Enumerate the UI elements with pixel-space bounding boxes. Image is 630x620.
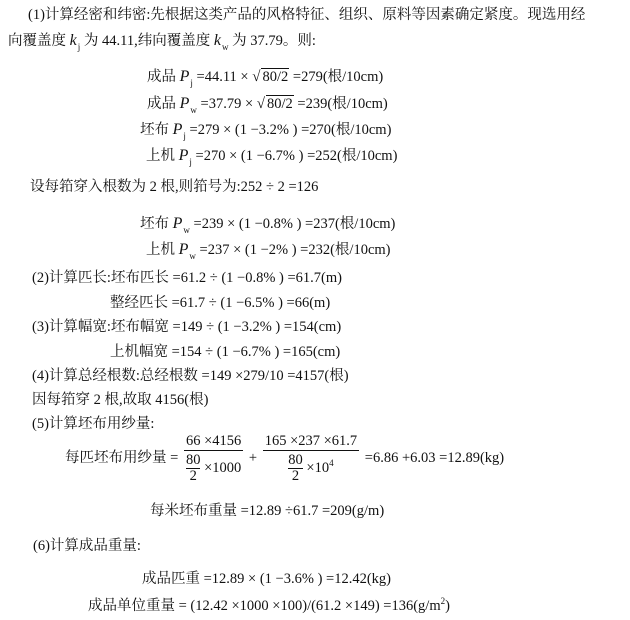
subscript: j	[190, 78, 193, 88]
radicand: 80/2	[267, 96, 293, 112]
text: (4)计算总经根数:总经根数 =149 ×279/10 =4157(根)	[32, 368, 349, 384]
text: =279 × (1 −3.2% ) =270(根/10cm)	[185, 122, 392, 138]
sqrt-icon: √	[252, 69, 261, 85]
text: 坯布	[140, 122, 173, 138]
den-den: 2	[189, 468, 197, 484]
variable: P	[172, 215, 183, 232]
reed-number-line	[30, 178, 318, 196]
text: 因每筘穿 2 根,故取 4156(根)	[32, 392, 209, 408]
eq-yarn-per-piece	[65, 432, 504, 484]
den-tail: ×10	[302, 459, 330, 476]
text: 上机幅宽 =154 ÷ (1 −6.7% ) =165(cm)	[110, 344, 341, 360]
denominator	[184, 451, 243, 484]
eq-weight-per-meter	[150, 502, 384, 520]
para-4-total-ends	[32, 367, 349, 385]
text: =44.11 ×	[192, 69, 253, 85]
text: 为 44.11,纬向覆盖度	[80, 33, 214, 49]
fraction-weft-yarn	[263, 432, 359, 484]
eq-result: =6.86 +6.03 =12.89(kg)	[361, 450, 505, 466]
eq-grey-warp-density	[140, 121, 391, 140]
text: (6)计算成品重量:	[33, 538, 141, 554]
denominator	[263, 451, 359, 484]
text: 整经匹长 =61.7 ÷ (1 −6.5% ) =66(m)	[110, 295, 331, 311]
variable: P	[178, 241, 189, 258]
eq-warping-length	[110, 294, 330, 312]
subscript: j	[189, 157, 192, 167]
text: =270 × (1 −6.7% ) =252(根/10cm)	[191, 148, 398, 164]
text: =37.79 ×	[196, 96, 257, 112]
para-3-grey-width	[32, 318, 341, 336]
eq-loom-weft-density	[146, 241, 391, 260]
text: 为 37.79。则:	[228, 33, 316, 49]
text: 成品单位重量 = (12.42 ×1000 ×100)/(61.2 ×149) =136(g/m	[88, 598, 441, 614]
text: 成品	[147, 96, 180, 112]
text: 坯布	[140, 216, 173, 232]
numerator: 165 ×237 ×61.7	[264, 433, 358, 449]
superscript: 2	[440, 596, 446, 606]
text: 上机	[146, 148, 179, 164]
para-1-line-1	[28, 6, 585, 24]
variable: P	[179, 68, 190, 85]
subscript: j	[77, 42, 81, 52]
variable: k	[213, 32, 221, 49]
text: 向覆盖度	[8, 33, 70, 49]
text: )	[445, 598, 450, 614]
subscript: w	[221, 42, 229, 52]
den-tail: ×1000	[200, 459, 242, 476]
text: (2)计算匹长:坯布匹长 =61.2 ÷ (1 −0.8% ) =61.7(m)	[32, 270, 342, 286]
text: 成品	[147, 69, 180, 85]
text: =237 × (1 −2% ) =232(根/10cm)	[195, 242, 391, 258]
fraction-warp-yarn	[184, 432, 243, 484]
para-1-line-2	[8, 32, 316, 51]
den-num: 80	[288, 452, 303, 468]
plus-sign: +	[245, 450, 261, 466]
text: 上机	[146, 242, 179, 258]
para-4-note	[32, 391, 208, 409]
eq-finished-unit-weight	[88, 597, 450, 616]
variable: P	[178, 147, 189, 164]
para-5-heading	[32, 415, 154, 433]
eq-label: 每匹坯布用纱量 =	[65, 450, 179, 466]
text: 每米坯布重量 =12.89 ÷61.7 =209(g/m)	[150, 503, 385, 519]
text: =279(根/10cm)	[289, 69, 384, 85]
den-num: 80	[185, 452, 201, 468]
eq-grey-weft-density	[140, 215, 395, 234]
den-den: 2	[291, 468, 300, 484]
text: 设每筘穿入根数为 2 根,则筘号为:252 ÷ 2 =126	[30, 179, 319, 195]
eq-finished-piece-weight	[142, 570, 391, 588]
eq-finished-weft-density	[147, 95, 388, 114]
variable: k	[69, 32, 77, 49]
para-6-heading	[33, 537, 141, 555]
eq-loom-width	[110, 343, 340, 361]
variable: P	[172, 121, 183, 138]
sqrt-icon: √	[256, 96, 265, 112]
exponent: 4	[329, 457, 334, 468]
text: =239(根/10cm)	[293, 96, 388, 112]
text: =239 × (1 −0.8% ) =237(根/10cm)	[189, 216, 396, 232]
text: (3)计算幅宽:坯布幅宽 =149 ÷ (1 −3.2% ) =154(cm)	[32, 319, 342, 335]
numerator: 66 ×4156	[185, 433, 242, 449]
para-2-grey-length	[32, 269, 342, 287]
subscript: w	[190, 105, 197, 115]
eq-loom-warp-density	[146, 147, 397, 166]
subscript: w	[183, 225, 190, 235]
text: (5)计算坯布用纱量:	[32, 416, 155, 432]
subscript: j	[183, 131, 186, 141]
eq-finished-warp-density	[147, 68, 383, 87]
text: 成品匹重 =12.89 × (1 −3.6% ) =12.42(kg)	[142, 571, 391, 587]
variable: P	[179, 95, 190, 112]
radicand: 80/2	[262, 69, 289, 85]
subscript: w	[189, 251, 196, 261]
text: (1)计算经密和纬密:先根据这类产品的风格特征、组织、原料等因素确定紧度。现选用经	[28, 7, 586, 23]
